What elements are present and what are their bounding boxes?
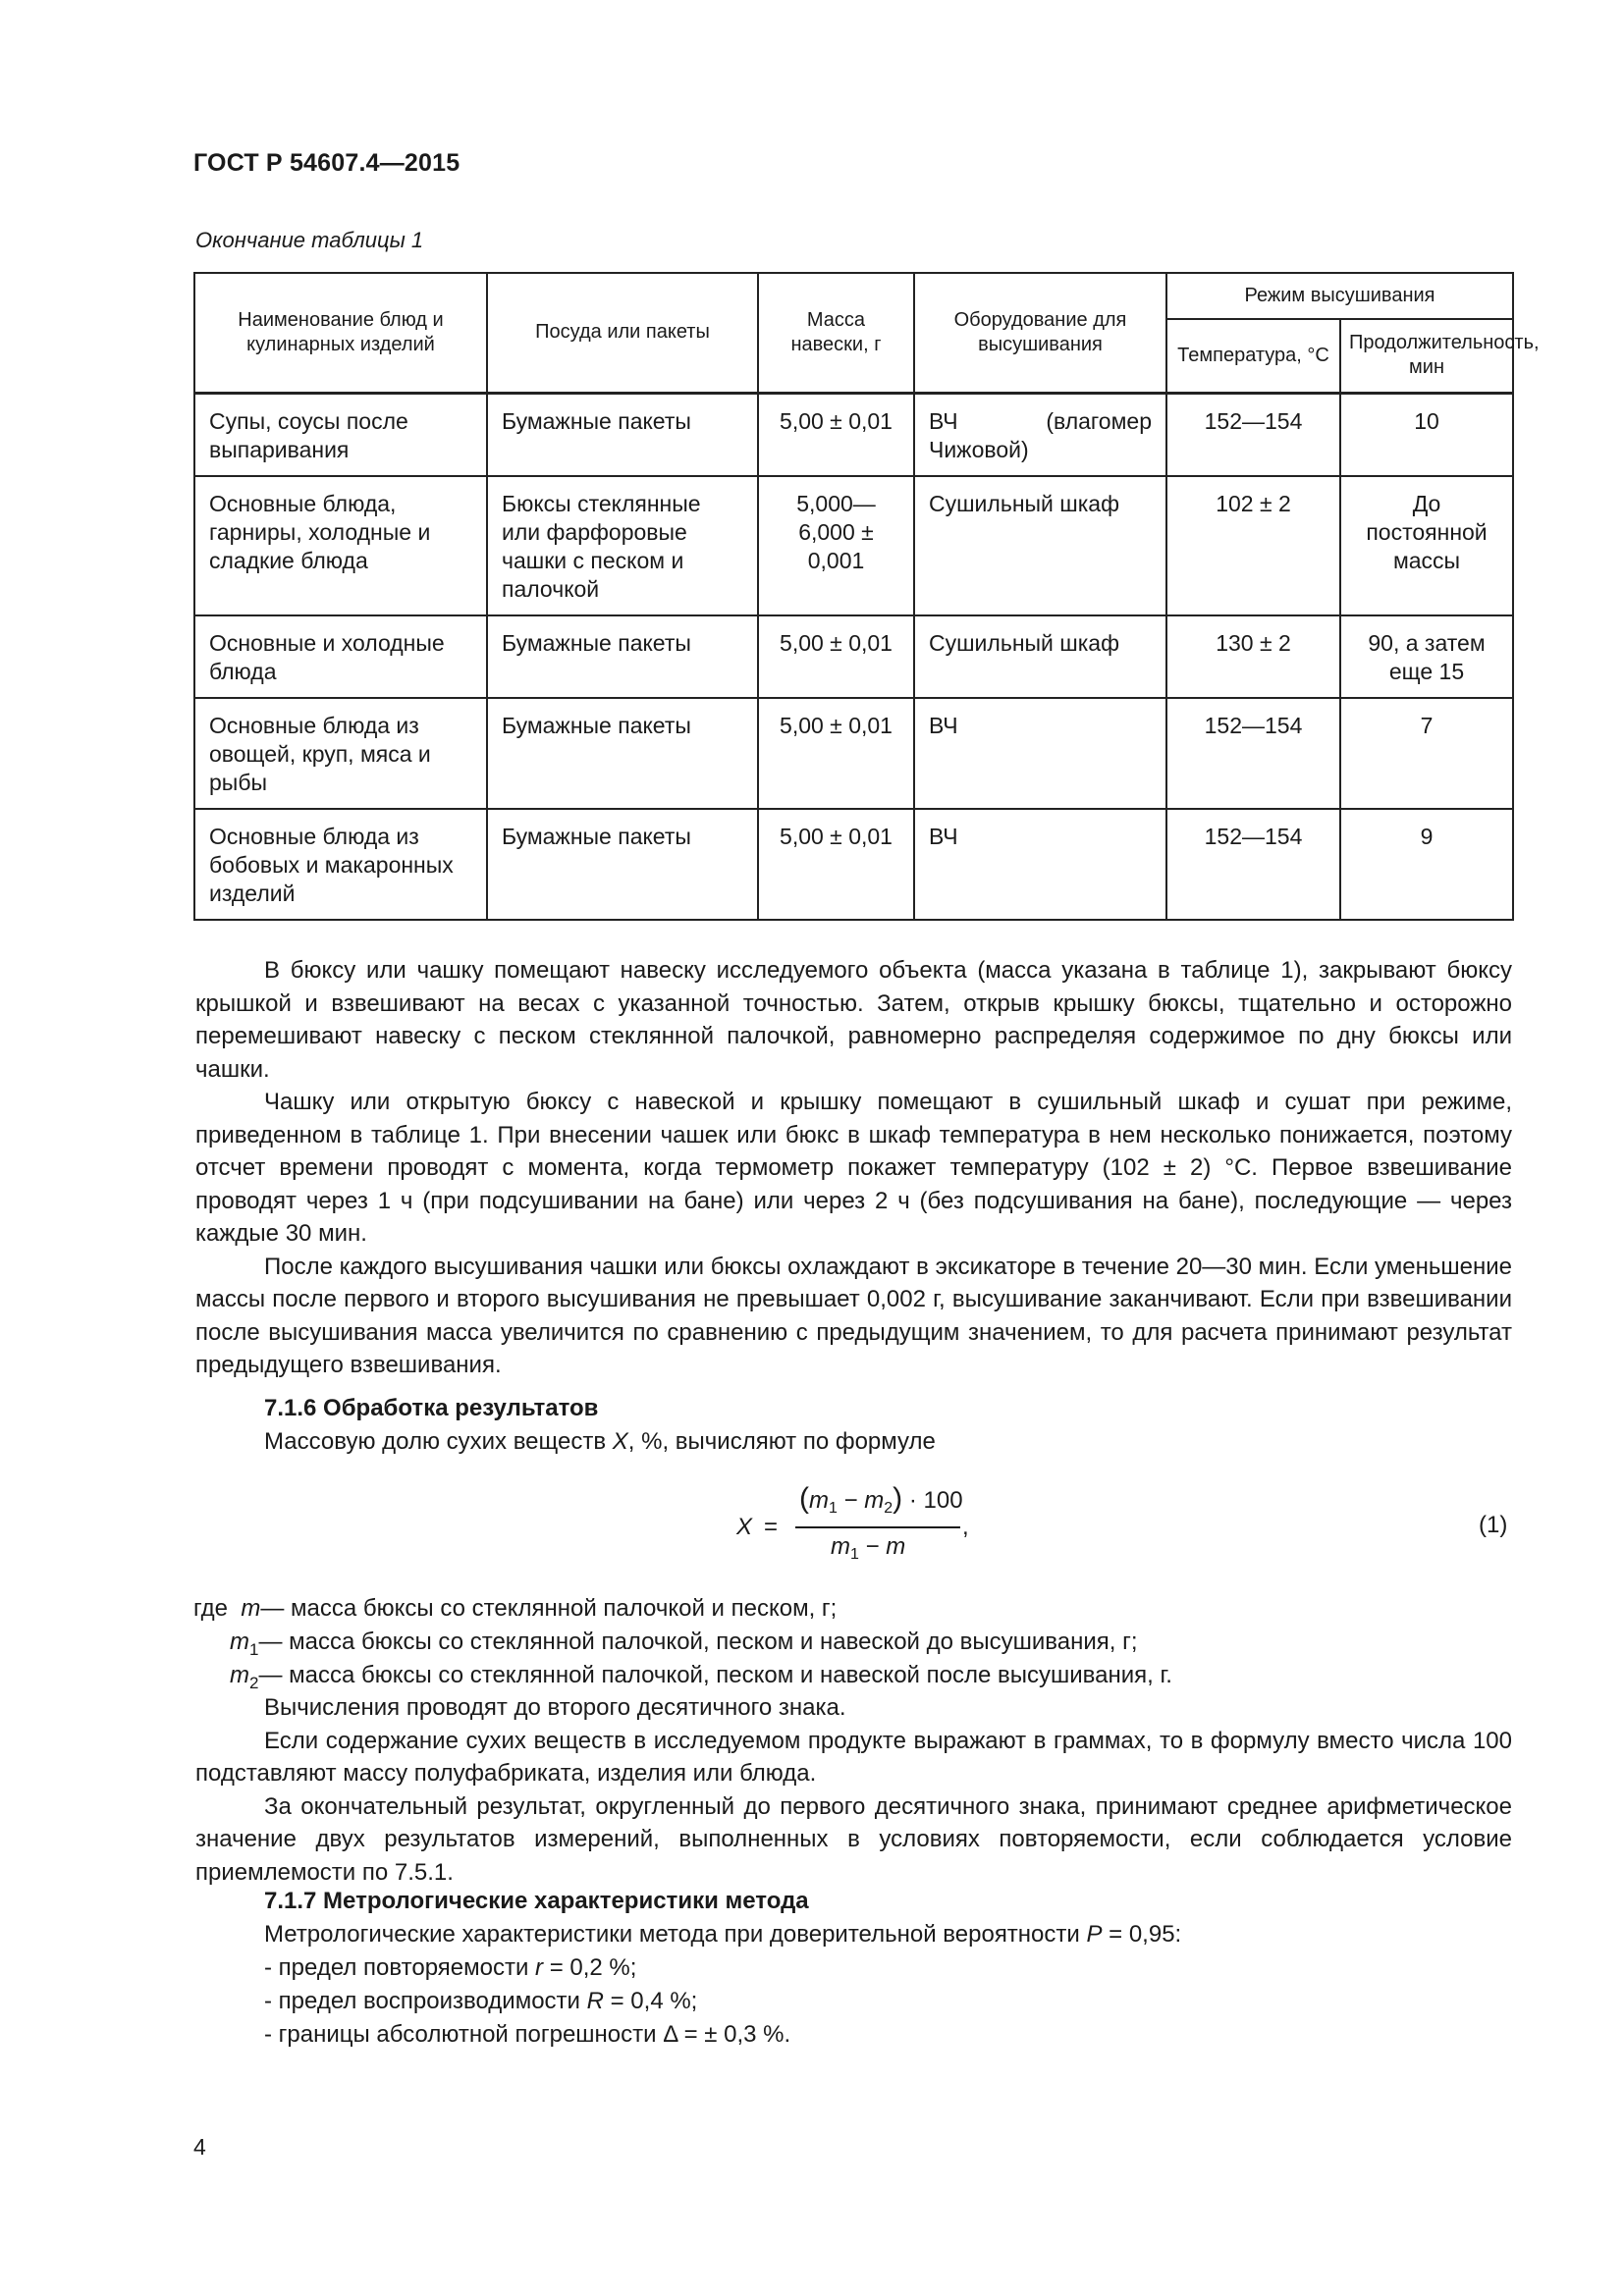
metrology-item-repeatability: - предел повторяемости r = 0,2 %; xyxy=(264,1954,637,1981)
cell-name: Основные и холодные блюда xyxy=(194,615,487,698)
definition-m1: $m_1—$ масса бюксы со стеклянной палочкой, песком и навеской до высушивания, г; xyxy=(230,1629,1138,1659)
cell-mass: 5,000—6,000 ± 0,001 xyxy=(758,476,914,615)
cell-name: Основные блюда из бобовых и макаронных изделий xyxy=(194,809,487,920)
cell-name: Супы, соусы после выпаривания xyxy=(194,393,487,476)
formula-number: (1) xyxy=(1479,1512,1508,1538)
cell-duration: 90, а затем еще 15 xyxy=(1340,615,1513,698)
formula-intro: Массовую долю сухих веществ X, %, вычисляют по формуле xyxy=(264,1428,936,1455)
page-number: 4 xyxy=(193,2134,206,2160)
cell-temperature: 152—154 xyxy=(1166,393,1340,476)
definition-m: где m— масса бюксы со стеклянной палочкой и песком, г; xyxy=(193,1595,838,1622)
cell-mass: 5,00 ± 0,01 xyxy=(758,809,914,920)
formula-1 xyxy=(727,1482,1021,1576)
cell-dishes: Бумажные пакеты xyxy=(487,615,758,698)
cell-dishes: Бумажные пакеты xyxy=(487,809,758,920)
cell-equipment: ВЧ xyxy=(914,809,1166,920)
cell-dishes: Бюксы стеклянные или фарфоровые чашки с песком и палочкой xyxy=(487,476,758,615)
section-717-title: 7.1.7 Метрологические характеристики метода xyxy=(264,1888,809,1914)
formula-numerator: $(m_1 - m_2) \cdot 100$ xyxy=(799,1482,963,1517)
cell-temperature: 130 ± 2 xyxy=(1166,615,1340,698)
table-caption: Окончание таблицы 1 xyxy=(195,228,424,252)
cell-duration: 7 xyxy=(1340,698,1513,809)
cell-temperature: 152—154 xyxy=(1166,809,1340,920)
cell-equipment: ВЧ xyxy=(914,698,1166,809)
table-row xyxy=(194,615,1513,698)
formula-denominator: $m_1 - m$ xyxy=(831,1533,906,1563)
header-dishes: Посуда или пакеты xyxy=(487,273,758,393)
paragraph: Если содержание сухих веществ в исследуемом продукте выражают в граммах, то в формулу вместо числа 100 подставляют массу полуфабриката, изделия или блюда. xyxy=(195,1727,1512,1787)
section-716-title: 7.1.6 Обработка результатов xyxy=(264,1395,599,1421)
table-row xyxy=(194,698,1513,809)
cell-duration: 10 xyxy=(1340,393,1513,476)
cell-dishes: Бумажные пакеты xyxy=(487,698,758,809)
cell-temperature: 152—154 xyxy=(1166,698,1340,809)
header-duration: Продолжительность, мин xyxy=(1340,319,1513,393)
metrology-intro: Метрологические характеристики метода при доверительной вероятности P = 0,95: xyxy=(264,1921,1182,1948)
cell-mass: 5,00 ± 0,01 xyxy=(758,698,914,809)
cell-equipment: Сушильный шкаф xyxy=(914,615,1166,698)
formula-lhs: X xyxy=(736,1514,753,1540)
cell-name: Основные блюда из овощей, круп, мяса и рыбы xyxy=(194,698,487,809)
metrology-item-error: - границы абсолютной погрешности Δ = ± 0,3 %. xyxy=(264,2021,791,2048)
formula-comma: , xyxy=(962,1514,969,1540)
header-drying-mode: Режим высушивания xyxy=(1166,273,1513,319)
formula-equals: = xyxy=(764,1514,779,1540)
definition-m2: $m_2—$ масса бюксы со стеклянной палочкой, песком и навеской после высушивания, г. xyxy=(230,1662,1172,1692)
method-paragraphs xyxy=(195,954,1512,1382)
table-row xyxy=(194,476,1513,615)
header-equipment: Оборудование для высушивания xyxy=(914,273,1166,393)
cell-mass: 5,00 ± 0,01 xyxy=(758,615,914,698)
metrology-item-reproducibility: - предел воспроизводимости R = 0,4 %; xyxy=(264,1988,698,2014)
cell-mass: 5,00 ± 0,01 xyxy=(758,393,914,476)
cell-name: Основные блюда, гарниры, холодные и сладкие блюда xyxy=(194,476,487,615)
header-name: Наименование блюд и кулинарных изделий xyxy=(194,273,487,393)
paragraph: В бюксу или чашку помещают навеску исследуемого объекта (масса указана в таблице 1), закрывают бюксу крышкой и взвешивают на весах с указанной точностью. Затем, открыв крышку бюксы, тщательно и осторожно перемешивают навеску с песком стеклянной палочкой, равномерно распределяя содержимое по дну бюксы или чашки. xyxy=(195,957,1512,1083)
document-header: ГОСТ Р 54607.4—2015 xyxy=(193,149,460,177)
paragraph: Чашку или открытую бюксу с навеской и крышку помещают в сушильный шкаф и сушат при режиме, приведенном в таблице 1. При внесении чашек или бюкс в шкаф температура в нем несколько понижается, поэтому отсчет времени проводят с момента, когда термометр покажет температуру (102 ± 2) °С. Первое взвешивание проводят через 1 ч (при подсушивании на бане) или через 2 ч (без подсушивания на бане), последующие — через каждые 30 мин. xyxy=(195,1089,1512,1247)
paragraph: Вычисления проводят до второго десятичного знака. xyxy=(264,1694,846,1721)
header-temperature: Температура, °С xyxy=(1166,319,1340,393)
fraction-bar xyxy=(795,1526,960,1528)
cell-temperature: 102 ± 2 xyxy=(1166,476,1340,615)
table-row xyxy=(194,809,1513,920)
cell-equipment: ВЧ (влагомер Чижовой) xyxy=(914,393,1166,476)
cell-duration: До постоянной массы xyxy=(1340,476,1513,615)
paragraph: После каждого высушивания чашки или бюксы охлаждают в эксикаторе в течение 20—30 мин. Если уменьшение массы после первого и второго высушивания не превышает 0,002 г, высушивание заканчивают. Если при взвешивании после высушивания масса увеличится по сравнению с предыдущим значением, то для расчета принимают результат предыдущего взвешивания. xyxy=(195,1253,1512,1378)
table-row xyxy=(194,393,1513,476)
paragraph: За окончательный результат, округленный до первого десятичного знака, принимают среднее арифметическое значение двух результатов измерений, выполненных в условиях повторяемости, если соблюдается условие приемлемости по 7.5.1. xyxy=(195,1792,1512,1886)
cell-dishes: Бумажные пакеты xyxy=(487,393,758,476)
header-mass: Масса навески, г xyxy=(758,273,914,393)
results-paragraphs xyxy=(195,1691,1512,1889)
drying-modes-table xyxy=(193,272,1540,921)
cell-equipment: Сушильный шкаф xyxy=(914,476,1166,615)
cell-duration: 9 xyxy=(1340,809,1513,920)
